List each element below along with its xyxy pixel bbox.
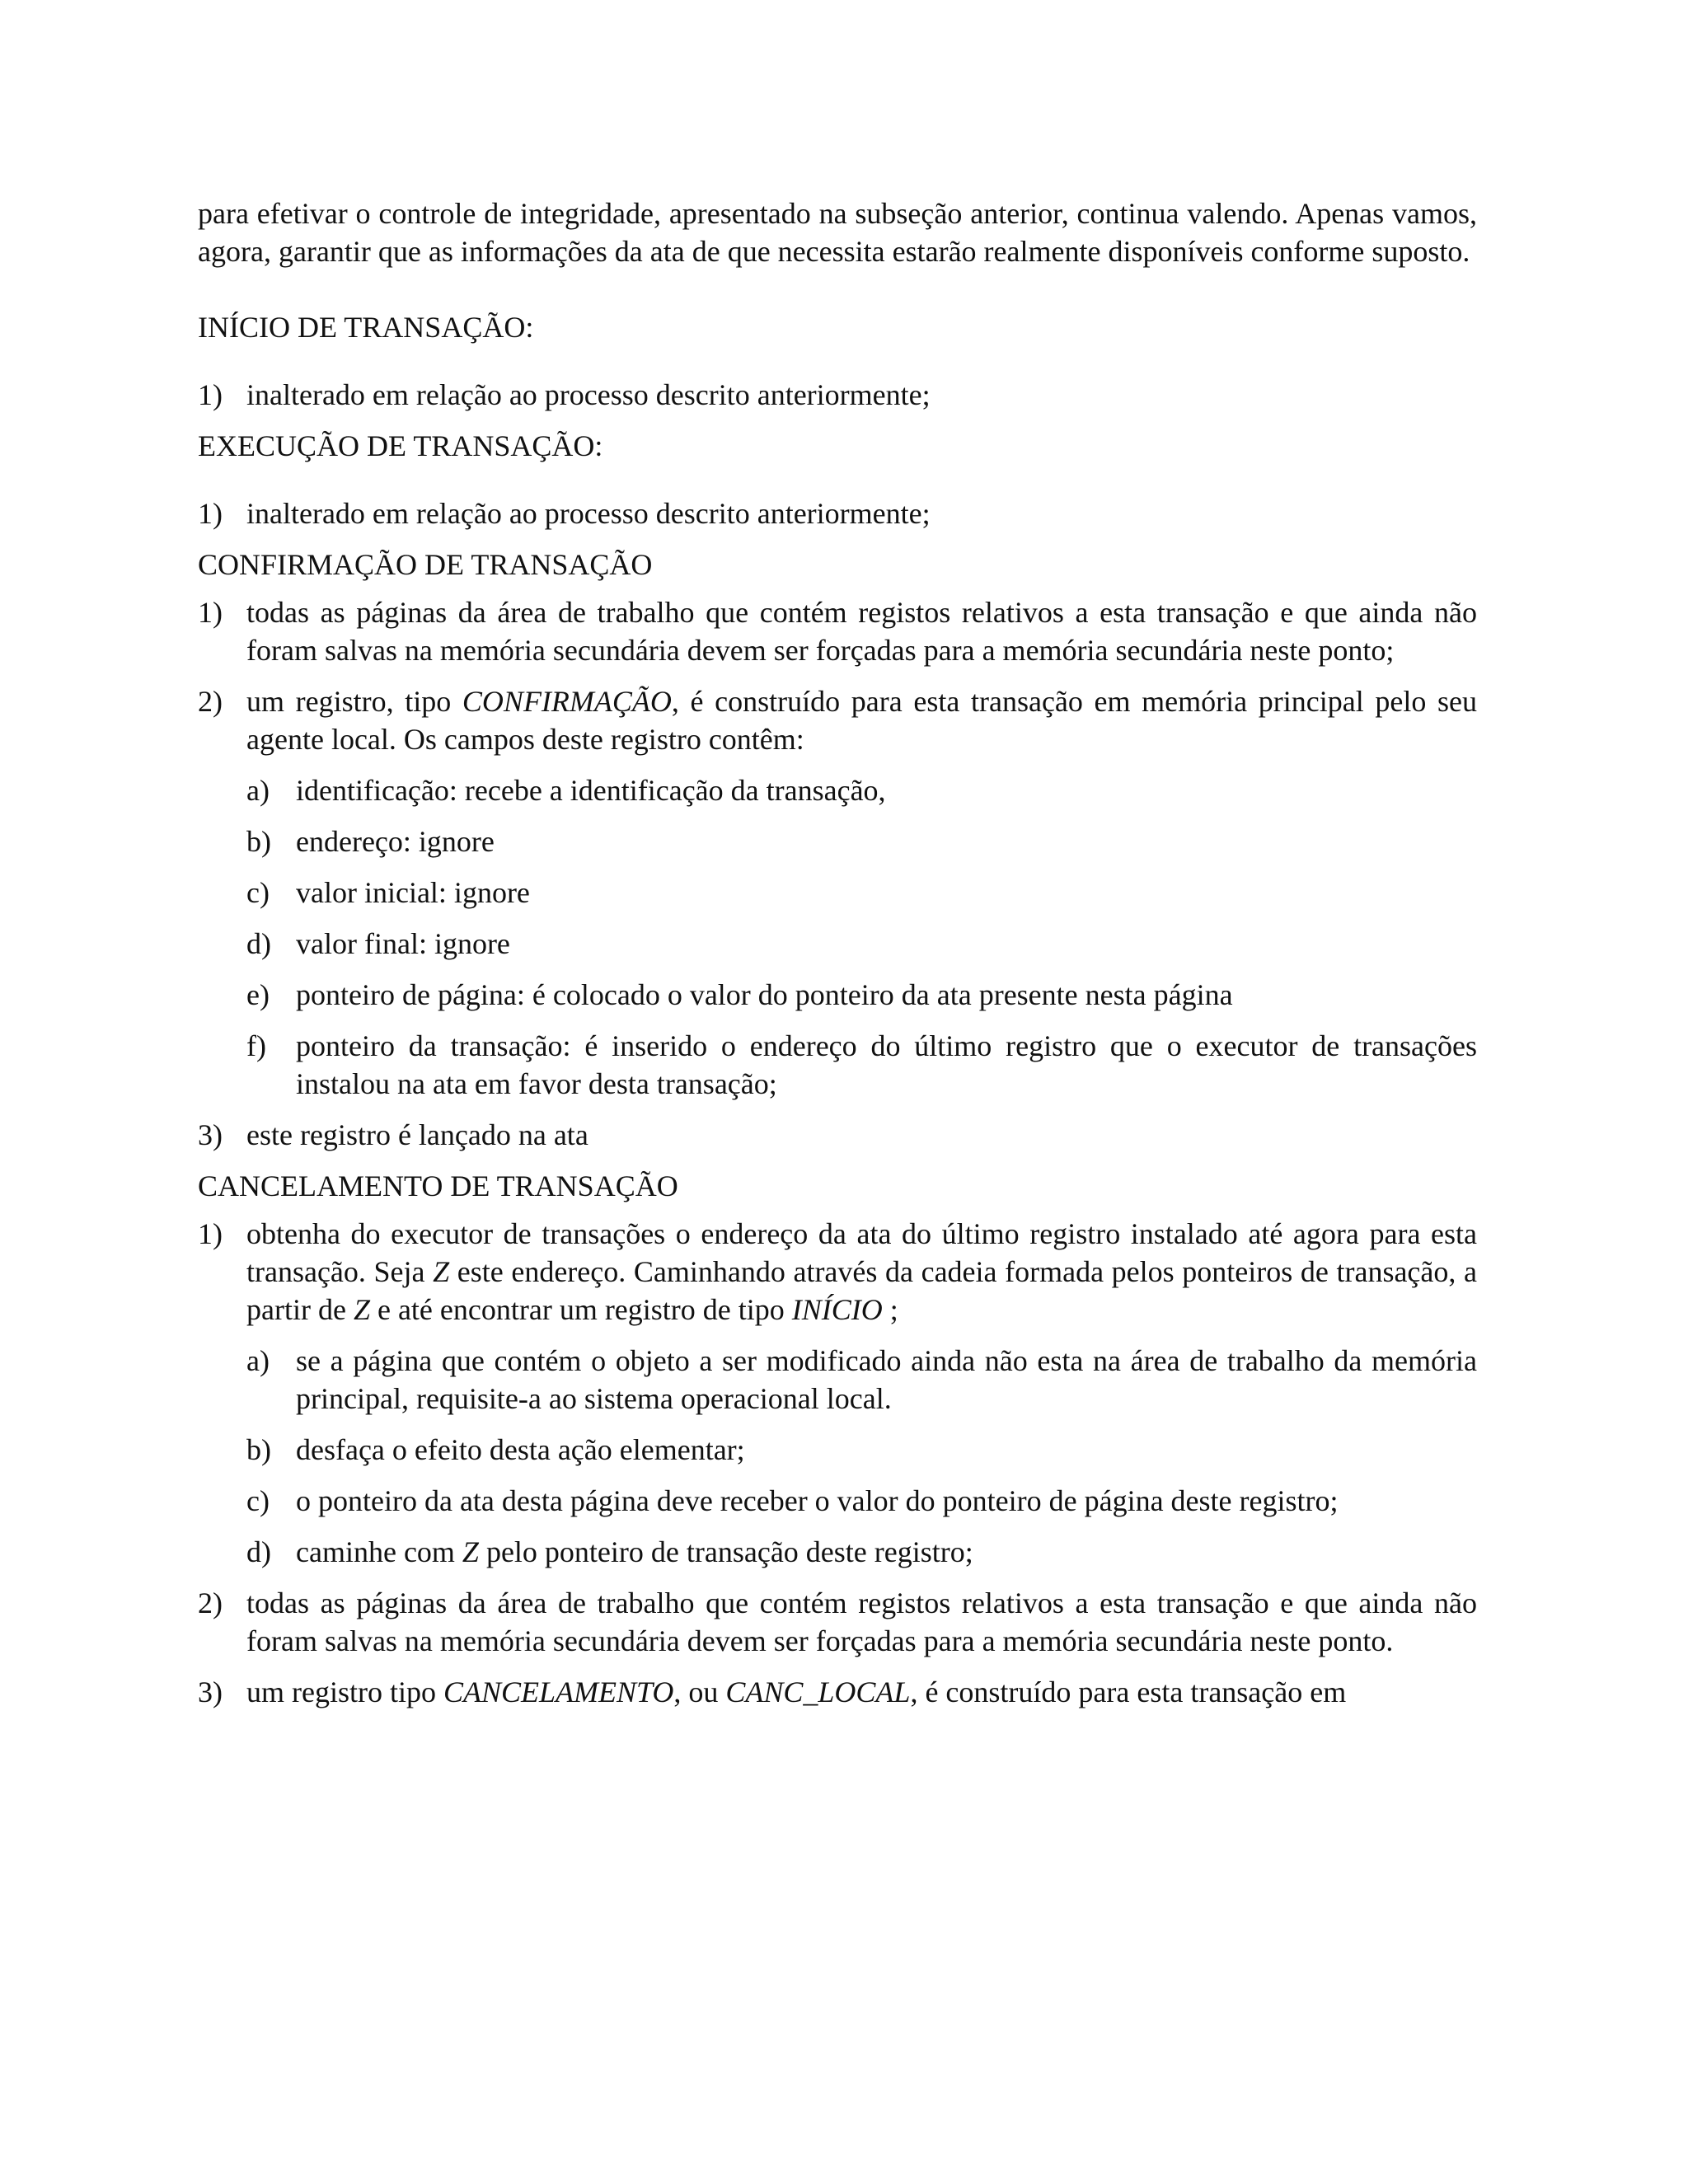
- item-number: 1): [198, 596, 223, 629]
- sub-item-text: identificação: recebe a identificação da transação,: [296, 774, 886, 807]
- section-heading-confirmacao: CONFIRMAÇÃO DE TRANSAÇÃO: [198, 548, 653, 581]
- item-text-d: ;: [882, 1293, 898, 1326]
- section-heading-cancelamento: CANCELAMENTO DE TRANSAÇÃO: [198, 1169, 678, 1202]
- list-item: [198, 1584, 1477, 1660]
- item-number: 2): [198, 1586, 223, 1619]
- sub-item-letter: d): [246, 927, 271, 960]
- variable-z: Z: [353, 1293, 370, 1326]
- variable-z: Z: [462, 1535, 479, 1568]
- item-number: 1): [198, 378, 223, 411]
- item-text-emphasis: INÍCIO: [791, 1293, 883, 1326]
- item-text: todas as páginas da área de trabalho que contém registos relativos a esta transação e que ainda não foram salvas na memória secundária devem ser forçadas para a memória secundária neste ponto.: [246, 1586, 1477, 1657]
- sub-item: [198, 823, 1477, 860]
- list-item: [198, 494, 1477, 532]
- sub-item-text-pre: caminhe com: [296, 1535, 462, 1568]
- sub-item-text: valor inicial: ignore: [296, 876, 530, 909]
- sub-item-letter: f): [246, 1029, 266, 1062]
- intro-paragraph: para efetivar o controle de integridade, apresentado na subseção anterior, continua valendo. Apenas vamos, agora, garantir que as informações da ata de que necessita estarão realmente disponíveis conforme suposto.: [198, 197, 1477, 268]
- item-text: inalterado em relação ao processo descrito anteriormente;: [246, 497, 931, 530]
- item-text-pre: um registro tipo: [246, 1675, 443, 1708]
- sub-item: [198, 1431, 1477, 1469]
- item-number: 3): [198, 1675, 223, 1708]
- sub-item-text: ponteiro de página: é colocado o valor do ponteiro da ata presente nesta página: [296, 978, 1233, 1011]
- item-text-emphasis: CANC_LOCAL: [725, 1675, 911, 1708]
- list-item: [198, 376, 1477, 414]
- variable-z: Z: [433, 1255, 450, 1288]
- item-text-post: , é construído para esta transação em memória principal pelo seu agente local. Os campos deste registro contêm:: [246, 685, 1477, 756]
- item-text-emphasis: CONFIRMAÇÃO: [462, 685, 672, 718]
- list-item: [198, 593, 1477, 669]
- sub-item: [198, 925, 1477, 963]
- sub-item-text: se a página que contém o objeto a ser modificado ainda não esta na área de trabalho da memória principal, requisite-a ao sistema operacional local.: [296, 1344, 1477, 1415]
- item-text-b: este endereço. Caminhando através da cadeia formada pelos ponteiros de transação, a partir de: [246, 1255, 1477, 1326]
- sub-item: [198, 874, 1477, 912]
- item-text-post: , é construído para esta transação em: [910, 1675, 1347, 1708]
- sub-item-letter: c): [246, 1484, 270, 1517]
- item-text-mid: , ou: [673, 1675, 726, 1708]
- item-number: 1): [198, 1217, 223, 1250]
- sub-item: [198, 1027, 1477, 1103]
- list-item: [198, 1116, 1477, 1154]
- sub-item-text: o ponteiro da ata desta página deve receber o valor do ponteiro de página deste registro;: [296, 1484, 1339, 1517]
- sub-item-letter: d): [246, 1535, 271, 1568]
- sub-item-letter: a): [246, 774, 270, 807]
- sub-item-letter: b): [246, 825, 271, 858]
- sub-item-text: desfaça o efeito desta ação elementar;: [296, 1433, 745, 1466]
- item-text: todas as páginas da área de trabalho que contém registos relativos a esta transação e que ainda não foram salvas na memória secundária devem ser forçadas para a memória secundária neste ponto;: [246, 596, 1477, 667]
- sub-item: [198, 1342, 1477, 1418]
- section-heading-inicio: INÍCIO DE TRANSAÇÃO:: [198, 311, 534, 344]
- sub-item-letter: a): [246, 1344, 270, 1377]
- item-number: 3): [198, 1118, 223, 1151]
- sub-item: [198, 976, 1477, 1014]
- item-text-pre: um registro, tipo: [246, 685, 462, 718]
- sub-item-letter: c): [246, 876, 270, 909]
- sub-item-text: valor final: ignore: [296, 927, 510, 960]
- sub-item-letter: b): [246, 1433, 271, 1466]
- item-text-a: obtenha do executor de transações o endereço da ata do último registro instalado até agora para esta transação. Seja: [246, 1217, 1477, 1288]
- page-content: [198, 194, 1477, 1711]
- section-heading-execucao: EXECUÇÃO DE TRANSAÇÃO:: [198, 429, 603, 462]
- sub-item: [198, 1482, 1477, 1520]
- item-text: este registro é lançado na ata: [246, 1118, 588, 1151]
- item-number: 2): [198, 685, 223, 718]
- item-text-emphasis: CANCELAMENTO: [443, 1675, 674, 1708]
- item-text: inalterado em relação ao processo descrito anteriormente;: [246, 378, 931, 411]
- item-number: 1): [198, 497, 223, 530]
- list-item: [198, 1215, 1477, 1329]
- sub-item-text: ponteiro da transação: é inserido o endereço do último registro que o executor de transações instalou na ata em favor desta transação;: [296, 1029, 1477, 1100]
- item-text-c: e até encontrar um registro de tipo: [369, 1293, 792, 1326]
- list-item: [198, 1673, 1477, 1711]
- sub-item-letter: e): [246, 978, 270, 1011]
- sub-item-text: endereço: ignore: [296, 825, 495, 858]
- sub-item: [198, 771, 1477, 809]
- list-item: [198, 682, 1477, 758]
- sub-item: [198, 1533, 1477, 1571]
- sub-item-text-post: pelo ponteiro de transação deste registro;: [478, 1535, 973, 1568]
